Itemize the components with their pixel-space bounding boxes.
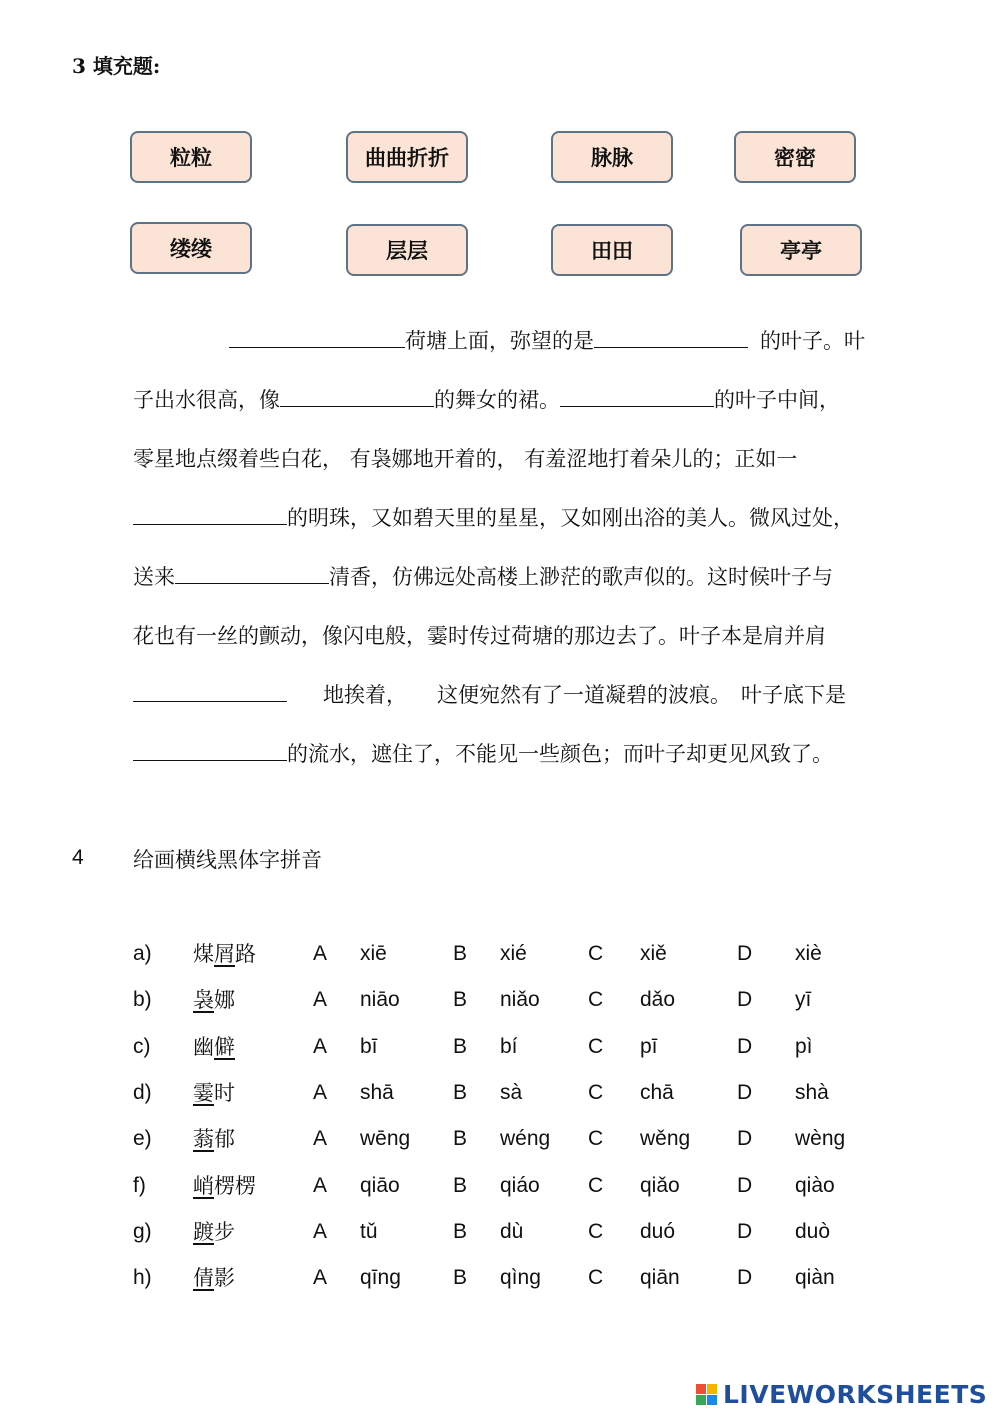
word-chip[interactable]: 缕缕	[130, 222, 252, 274]
option-pinyin: wěng	[640, 1127, 691, 1151]
option-pinyin: qīng	[360, 1266, 401, 1290]
question-word	[193, 1262, 235, 1294]
option-letter[interactable]: D	[737, 988, 753, 1012]
passage-line	[133, 675, 846, 715]
option-pinyin: xiě	[640, 942, 667, 965]
question-word	[193, 984, 235, 1016]
passage-line	[133, 557, 833, 597]
word-part: 郁	[214, 1127, 235, 1152]
option-pinyin: shà	[795, 1080, 829, 1104]
passage-line: 零星地点缀着些白花， 有袅娜地开着的， 有羞涩地打着朵儿的；正如一	[133, 447, 798, 471]
option-pinyin: wēng	[360, 1127, 411, 1151]
option-pinyin: tǔ	[360, 1219, 378, 1243]
blank-6[interactable]	[175, 557, 329, 584]
option-letter[interactable]: D	[737, 1219, 753, 1243]
question-label: h)	[133, 1266, 152, 1290]
option-pinyin: duó	[640, 1219, 676, 1243]
option-pinyin: pì	[795, 1034, 813, 1058]
option-pinyin: wéng	[500, 1127, 551, 1151]
option-pinyin: wèng	[795, 1127, 846, 1151]
word-chip[interactable]: 层层	[346, 224, 468, 276]
underlined-character: 倩	[193, 1266, 214, 1291]
option-letter[interactable]: D	[737, 942, 753, 965]
word-part: 影	[214, 1266, 235, 1291]
question-row	[133, 1170, 893, 1202]
question-row	[133, 984, 893, 1016]
option-letter[interactable]: C	[588, 1080, 604, 1104]
underlined-character: 蓊	[193, 1127, 214, 1152]
option-letter[interactable]: D	[737, 1173, 753, 1197]
passage-line	[133, 498, 854, 538]
option-pinyin: qiào	[795, 1173, 835, 1197]
option-pinyin: sà	[500, 1080, 523, 1104]
logo-mark-icon	[696, 1384, 717, 1405]
question-word	[193, 1123, 235, 1155]
option-pinyin: bí	[500, 1034, 518, 1058]
option-pinyin: niāo	[360, 988, 400, 1012]
word-chip[interactable]: 曲曲折折	[346, 131, 468, 183]
logo-square	[696, 1384, 706, 1394]
option-letter[interactable]: B	[453, 1080, 468, 1104]
option-pinyin: qìng	[500, 1266, 541, 1290]
passage-text: 子出水很高，像	[133, 388, 280, 412]
blank-1[interactable]	[229, 321, 405, 348]
underlined-character: 僻	[214, 1034, 235, 1059]
word-chip[interactable]: 粒粒	[130, 131, 252, 183]
passage-text: 地挨着，	[323, 683, 407, 707]
option-letter[interactable]: A	[313, 1266, 328, 1290]
blank-8[interactable]	[133, 734, 287, 761]
passage-text: 送来	[133, 565, 175, 589]
underlined-character: 霎	[193, 1080, 214, 1105]
question-label: e)	[133, 1127, 152, 1151]
option-pinyin: bī	[360, 1034, 378, 1058]
question-label: c)	[133, 1034, 151, 1058]
blank-3[interactable]	[280, 380, 434, 407]
question-row	[133, 1262, 893, 1294]
option-letter[interactable]: B	[453, 1173, 468, 1197]
option-letter[interactable]: A	[313, 1080, 328, 1104]
question-label: f)	[133, 1173, 146, 1197]
option-pinyin: yī	[795, 988, 812, 1012]
option-pinyin: duò	[795, 1219, 831, 1243]
passage-text: 的舞女的裙。	[434, 388, 560, 412]
option-pinyin: qiǎo	[640, 1173, 680, 1197]
option-pinyin: qiáo	[500, 1173, 540, 1197]
word-part: 步	[214, 1219, 235, 1244]
option-letter[interactable]: C	[588, 1034, 604, 1058]
passage-text: 这便宛然有了一道凝碧的波痕。	[437, 683, 731, 707]
blank-7[interactable]	[133, 675, 287, 702]
option-pinyin: xiè	[795, 942, 822, 965]
question-word	[193, 1170, 256, 1202]
option-letter[interactable]: A	[313, 988, 328, 1012]
option-letter[interactable]: A	[313, 1127, 328, 1151]
passage-text: 荷塘上面，弥望的是	[405, 329, 594, 353]
word-chip[interactable]: 脉脉	[551, 131, 673, 183]
option-pinyin: xié	[500, 942, 527, 965]
question-label: g)	[133, 1219, 152, 1243]
word-chip[interactable]: 亭亭	[740, 224, 862, 276]
option-letter[interactable]: B	[453, 1127, 468, 1151]
underlined-character: 踱	[193, 1219, 214, 1244]
logo-square	[696, 1395, 706, 1405]
word-part: 路	[235, 942, 256, 966]
question-row	[133, 1077, 893, 1109]
option-letter[interactable]: A	[313, 942, 328, 965]
passage-text: 清香，仿佛远处高楼上渺茫的歌声似的。这时候叶子与	[329, 565, 833, 589]
blank-2[interactable]	[594, 321, 748, 348]
passage-text: 叶子底下是	[741, 683, 846, 707]
underlined-character: 屑	[214, 942, 235, 966]
question-word	[193, 1216, 235, 1248]
question-row	[133, 1216, 893, 1248]
option-letter[interactable]: C	[588, 942, 604, 965]
option-pinyin: chā	[640, 1080, 674, 1104]
word-part: 煤	[193, 942, 214, 966]
option-letter[interactable]: B	[453, 1266, 468, 1290]
passage-line	[133, 321, 865, 361]
option-pinyin: niǎo	[500, 988, 540, 1012]
word-part: 幽	[193, 1034, 214, 1059]
option-pinyin: qiān	[640, 1266, 680, 1290]
logo-square	[707, 1395, 717, 1405]
question-row	[133, 1031, 893, 1063]
option-letter[interactable]: C	[588, 1219, 604, 1243]
option-letter[interactable]: C	[588, 1127, 604, 1151]
option-letter[interactable]: C	[588, 1266, 604, 1290]
passage-text: 的叶子中间，	[714, 388, 840, 412]
logo-text: LIVEWORKSHEETS	[723, 1379, 988, 1409]
option-letter[interactable]: C	[588, 1173, 604, 1197]
question-word	[193, 1031, 235, 1063]
passage-text: 的明珠，又如碧天里的星星，又如刚出浴的美人。微风过处，	[287, 506, 854, 530]
question-word	[193, 938, 256, 970]
option-pinyin: xiē	[360, 942, 387, 965]
question-word	[193, 1077, 235, 1109]
underlined-character: 峭	[193, 1173, 214, 1198]
option-letter[interactable]: A	[313, 1173, 328, 1197]
section-4-title: 给画横线黑体字拼音	[133, 848, 322, 872]
passage-line	[133, 380, 840, 420]
question-label: b)	[133, 988, 152, 1012]
passage-text: 的流水，遮住了，不能见一些颜色；而叶子却更见风致了。	[287, 742, 833, 766]
word-chip[interactable]: 田田	[551, 224, 673, 276]
liveworksheets-logo	[696, 1376, 987, 1412]
option-letter[interactable]: A	[313, 1219, 328, 1243]
option-pinyin: qiàn	[795, 1266, 835, 1290]
option-letter[interactable]: B	[453, 1219, 468, 1243]
option-pinyin: dǎo	[640, 988, 676, 1012]
word-chip[interactable]: 密密	[734, 131, 856, 183]
option-letter[interactable]: B	[453, 942, 468, 965]
option-pinyin: dù	[500, 1219, 524, 1243]
section-4-number: 4	[72, 846, 84, 869]
option-letter[interactable]: D	[737, 1080, 753, 1104]
question-label: a)	[133, 942, 152, 965]
question-row	[133, 1123, 893, 1155]
blank-4[interactable]	[560, 380, 714, 407]
underlined-character: 袅	[193, 988, 214, 1013]
word-part: 楞楞	[214, 1173, 256, 1198]
word-part: 时	[214, 1080, 235, 1105]
option-letter[interactable]: B	[453, 1034, 468, 1058]
passage-line: 花也有一丝的颤动，像闪电般，霎时传过荷塘的那边去了。叶子本是肩并肩	[133, 624, 826, 648]
option-letter[interactable]: D	[737, 1266, 753, 1290]
option-pinyin: qiāo	[360, 1173, 400, 1197]
passage-line	[133, 734, 833, 774]
option-letter[interactable]: A	[313, 1034, 328, 1058]
option-pinyin: shā	[360, 1080, 394, 1104]
option-letter[interactable]: D	[737, 1127, 753, 1151]
option-pinyin: pī	[640, 1034, 658, 1058]
logo-square	[707, 1384, 717, 1394]
question-row	[133, 938, 893, 970]
question-label: d)	[133, 1080, 152, 1104]
passage-text: 的叶子。叶	[760, 329, 865, 353]
option-letter[interactable]: C	[588, 988, 604, 1012]
section-3-title: 3 填充题:	[72, 54, 161, 78]
option-letter[interactable]: B	[453, 988, 468, 1012]
blank-5[interactable]	[133, 498, 287, 525]
option-letter[interactable]: D	[737, 1034, 753, 1058]
word-part: 娜	[214, 988, 235, 1013]
